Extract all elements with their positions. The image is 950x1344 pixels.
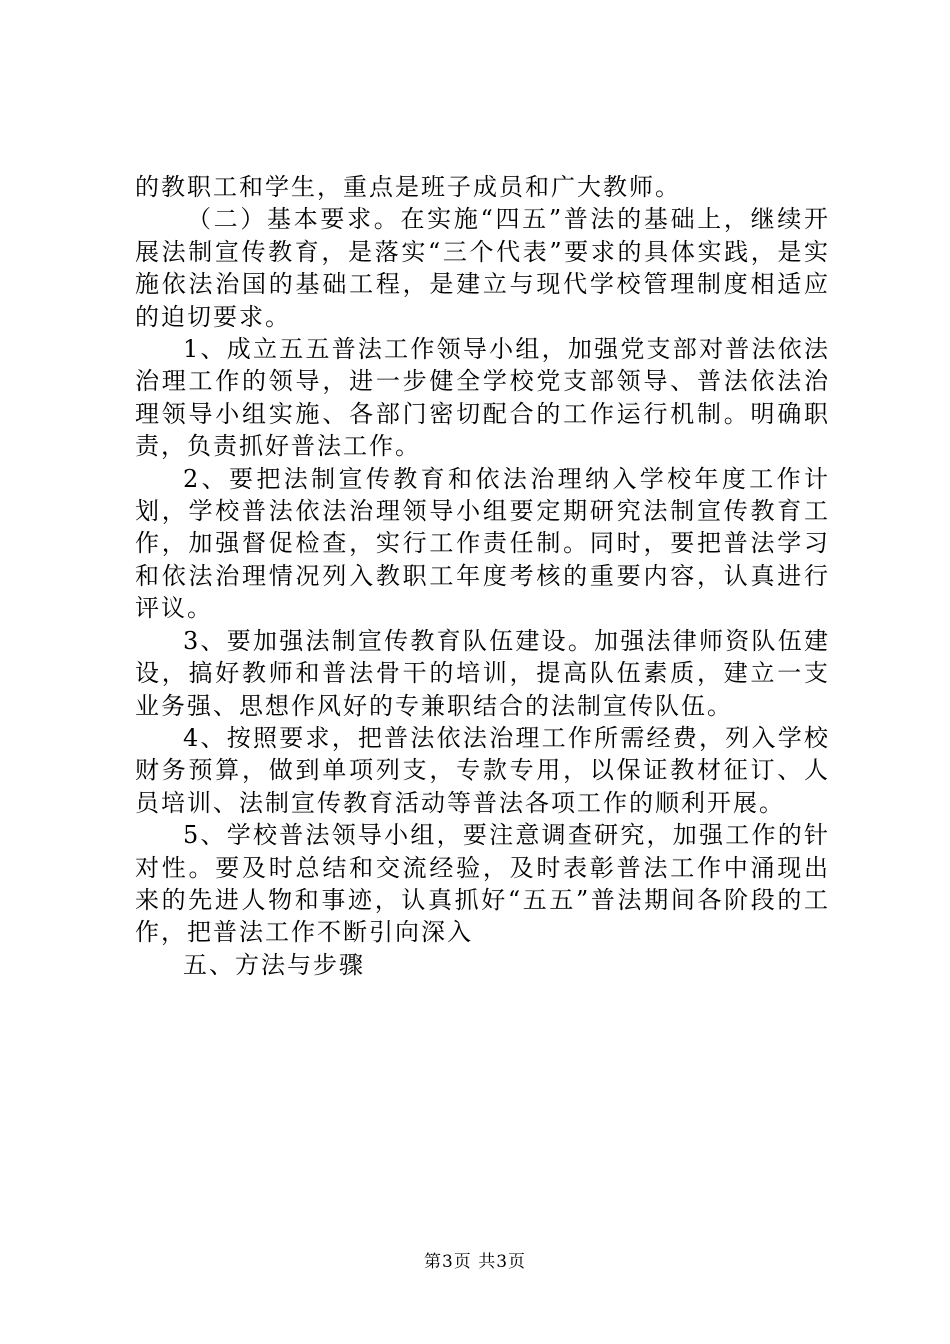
page-number-footer: 第3页 共3页 xyxy=(423,1252,527,1272)
paragraph-continuation: 的教职工和学生，重点是班子成员和广大教师。 xyxy=(135,173,681,201)
paragraph-item-4: 4、按照要求，把普法依法治理工作所需经费，列入学校财务预算，做到单项列支，专款专用，以保证教材征订、人员培训、法制宣传教育活动等普法各项工作的顺利开展。 xyxy=(135,723,830,817)
paragraph-item-3: 3、要加强法制宣传教育队伍建设。加强法律师资队伍建设，搞好教师和普法骨干的培训，提高队伍素质，建立一支业务强、思想作风好的专兼职结合的法制宣传队伍。 xyxy=(135,626,830,720)
paragraph-item-2: 2、要把法制宣传教育和依法治理纳入学校年度工作计划，学校普法依法治理领导小组要定期研究法制宣传教育工作，加强督促检查，实行工作责任制。同时，要把普法学习和依法治理情况列入教职工年度考核的重要内容，认真进行评议。 xyxy=(135,464,830,623)
paragraph-item-1: 1、成立五五普法工作领导小组，加强党支部对普法依法治理工作的领导，进一步健全学校党支部领导、普法依法治理领导小组实施、各部门密切配合的工作运行机制。明确职责，负责抓好普法工作。 xyxy=(135,335,830,461)
paragraph-basic-requirements: （二）基本要求。在实施“四五”普法的基础上，继续开展法制宣传教育，是落实“三个代表”要求的具体实践，是实施依法治国的基础工程，是建立与现代学校管理制度相适应的迫切要求。 xyxy=(135,205,830,331)
document-body xyxy=(135,171,830,981)
paragraph-item-5: 5、学校普法领导小组，要注意调查研究，加强工作的针对性。要及时总结和交流经验，及时表彰普法工作中涌现出来的先进人物和事迹，认真抓好“五五”普法期间各阶段的工作，把普法工作不断引向深入 xyxy=(135,821,830,947)
section-heading-methods: 五、方法与步骤 xyxy=(183,950,365,979)
